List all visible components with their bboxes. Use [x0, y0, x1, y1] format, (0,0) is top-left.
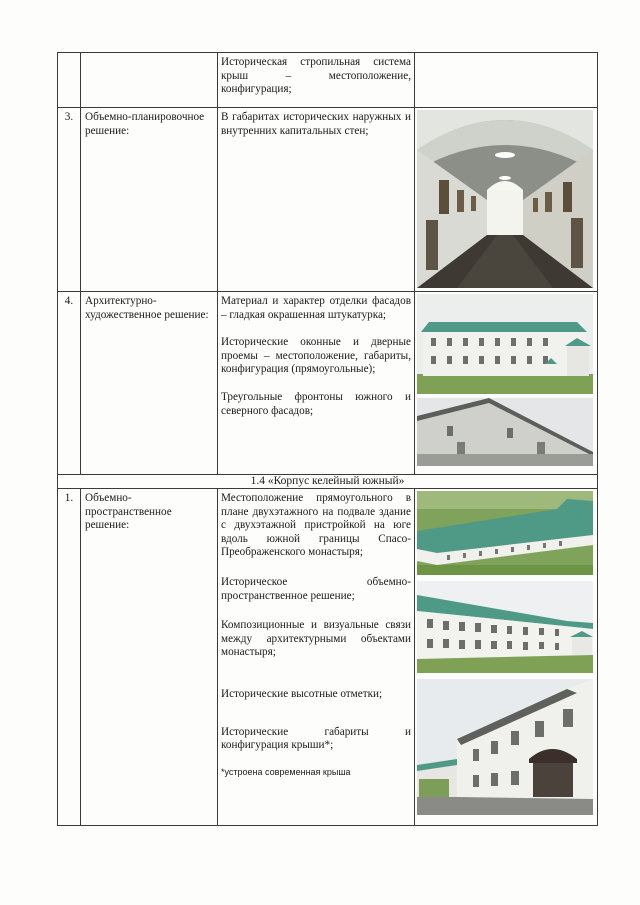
row-photo-cell [415, 292, 598, 475]
row-number-cell [58, 53, 81, 108]
section-title-cell [58, 475, 598, 489]
description-text: Материал и характер отделки фасадов – гладкая окрашенная штукатурка; [221, 295, 411, 321]
table-row [58, 53, 598, 108]
aerial-monastery-photo [417, 491, 593, 575]
gable-pediment-photo [417, 398, 593, 466]
table-row [58, 292, 598, 475]
row-name-cell [81, 108, 218, 292]
row-number: 4. [64, 295, 74, 307]
row-description-cell [218, 489, 415, 826]
row-name-cell [81, 489, 218, 826]
row-description-cell [218, 53, 415, 108]
table-row [58, 108, 598, 292]
row-number: 3. [64, 111, 74, 123]
description-text: Исторические оконные и дверные проемы – местоположение, габариты, конфигурация (прямоугольные); [221, 336, 411, 376]
row-number-cell [58, 108, 81, 292]
description-text: Историческое объемно-пространственное решение; [221, 575, 411, 602]
description-text: Исторические габариты и конфигурация крыши*; [221, 725, 411, 752]
row-name: Архитектурно-художественное решение: [85, 295, 209, 321]
description-text: В габаритах исторических наружных и внутренних капитальных стен; [221, 111, 411, 137]
row-photo-cell [415, 53, 598, 108]
table-row [58, 475, 598, 489]
row-name-cell [81, 292, 218, 475]
long-building-photo [417, 581, 593, 673]
table-row [58, 489, 598, 826]
description-text: Историческая стропильная система крыш – местоположение, конфигурация; [221, 56, 411, 96]
annex-entrance-photo [417, 679, 593, 815]
description-text: Местоположение прямоугольного в плане двухэтажного на подвале здание с двухэтажной пристройкой на юге вдоль южной границы Спасо-Преображенского монастыря; [221, 492, 411, 559]
section-title: 1.4 «Корпус келейный южный» [250, 475, 405, 487]
row-description-cell [218, 292, 415, 475]
description-text: Треугольные фронтоны южного и северного фасадов; [221, 390, 411, 417]
row-description-cell [218, 108, 415, 292]
row-name: Объемно-пространственное решение: [85, 492, 172, 532]
protected-elements-table [57, 52, 598, 826]
row-number: 1. [64, 492, 74, 504]
row-name-cell [81, 53, 218, 108]
corridor-interior-photo [417, 110, 593, 288]
description-text: Композиционные и визуальные связи между архитектурными объектами монастыря; [221, 619, 411, 659]
row-number-cell [58, 489, 81, 826]
row-name: Объемно-планировочное решение: [85, 111, 205, 137]
row-photo-cell [415, 108, 598, 292]
row-number-cell [58, 292, 81, 475]
footnote: *устроена современная крыша [221, 766, 351, 777]
row-photo-cell [415, 489, 598, 826]
building-facade-photo [417, 294, 593, 394]
description-text: Исторические высотные отметки; [221, 687, 383, 700]
